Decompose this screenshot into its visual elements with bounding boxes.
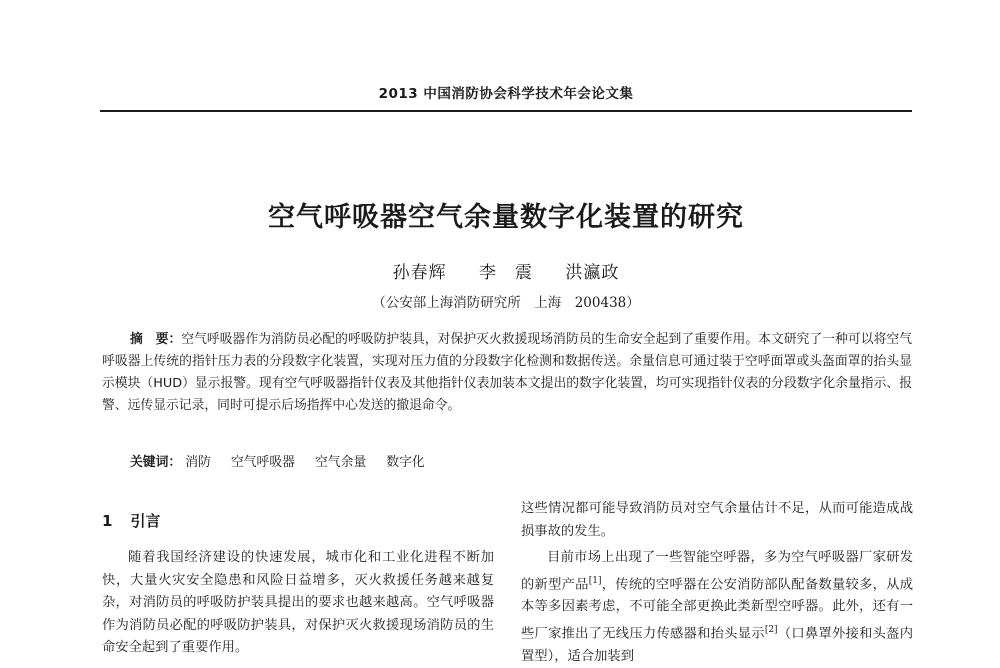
paragraph-text: 目前市场上出现了一些智能空呼器，多为空气呼吸器厂家研发的新型产品 [521,550,913,592]
author-2: 李 震 [479,263,533,283]
abstract [102,329,912,417]
keyword: 空气呼吸器 [230,455,295,470]
abstract-text: 空气呼吸器作为消防员必配的呼吸防护装具，对保护灭火救援现场消防员的生命安全起到了重要作用。本文研究了一种可以将空气呼吸器上传统的指针压力表的分段数字化装置，实现对压力值的分段数字化检测和数据传送。余量信息可通过装于空呼面罩或头盔面罩的抬头显示模块（HUD）显示报警。现有空气呼吸器指针仪表及其他指针仪表加装本文提出的数字化装置，均可实现指针仪表的分段数字化余量指示、报警、远传显示记录，同时可提示后场指挥中心发送的撤退命令。 [102,332,913,413]
citation-ref: [2] [764,624,778,635]
header-divider [100,110,912,112]
section-title: 引言 [130,512,161,530]
section-number: 1 [102,512,113,530]
affiliation: （公安部上海消防研究所 上海 200438） [372,295,640,311]
keywords [130,451,910,470]
proceedings-header: 2013 中国消防协会科学技术年会论文集 [378,86,634,102]
section-heading [102,510,494,531]
author-list [100,258,912,283]
keyword: 消防 [185,455,211,470]
keyword: 数字化 [386,455,425,470]
intro-paragraph: 随着我国经济建设的快速发展，城市化和工业化进程不断加快，大量火灾安全隐患和风险日益增多，灭火救援任务越来越复杂，对消防员的呼吸防护装具提出的要求也越来越高。空气呼吸器作为消防员必配的呼吸防护装具，对保护灭火救援现场消防员的生命安全起到了重要作用。 [102,550,494,655]
keyword: 空气余量 [315,455,367,470]
left-column [102,500,494,660]
author-3: 洪瀛政 [565,263,620,283]
citation-ref: [1] [588,575,602,586]
body-paragraph-1: 这些情况都可能导致消防员对空气余量估计不足，从而可能造成战损事故的发生。 [521,501,913,539]
paper-title: 空气呼吸器空气余量数字化装置的研究 [268,202,744,233]
keywords-label: 关键词： [130,455,182,470]
right-column [521,498,913,668]
abstract-label: 摘 要： [130,332,182,347]
paragraph-text: ，传统的空呼器在公安消防部队配备数量较多，从成本等多因素考虑，不可能全部更换此类新型空呼器。此外，还有一些厂家推出了无线压力传感器和抬头显示 [521,576,914,642]
paragraph-text: （口鼻罩外接和头盔内置型），适合加装到 [521,626,914,664]
author-1: 孙春辉 [392,263,447,283]
